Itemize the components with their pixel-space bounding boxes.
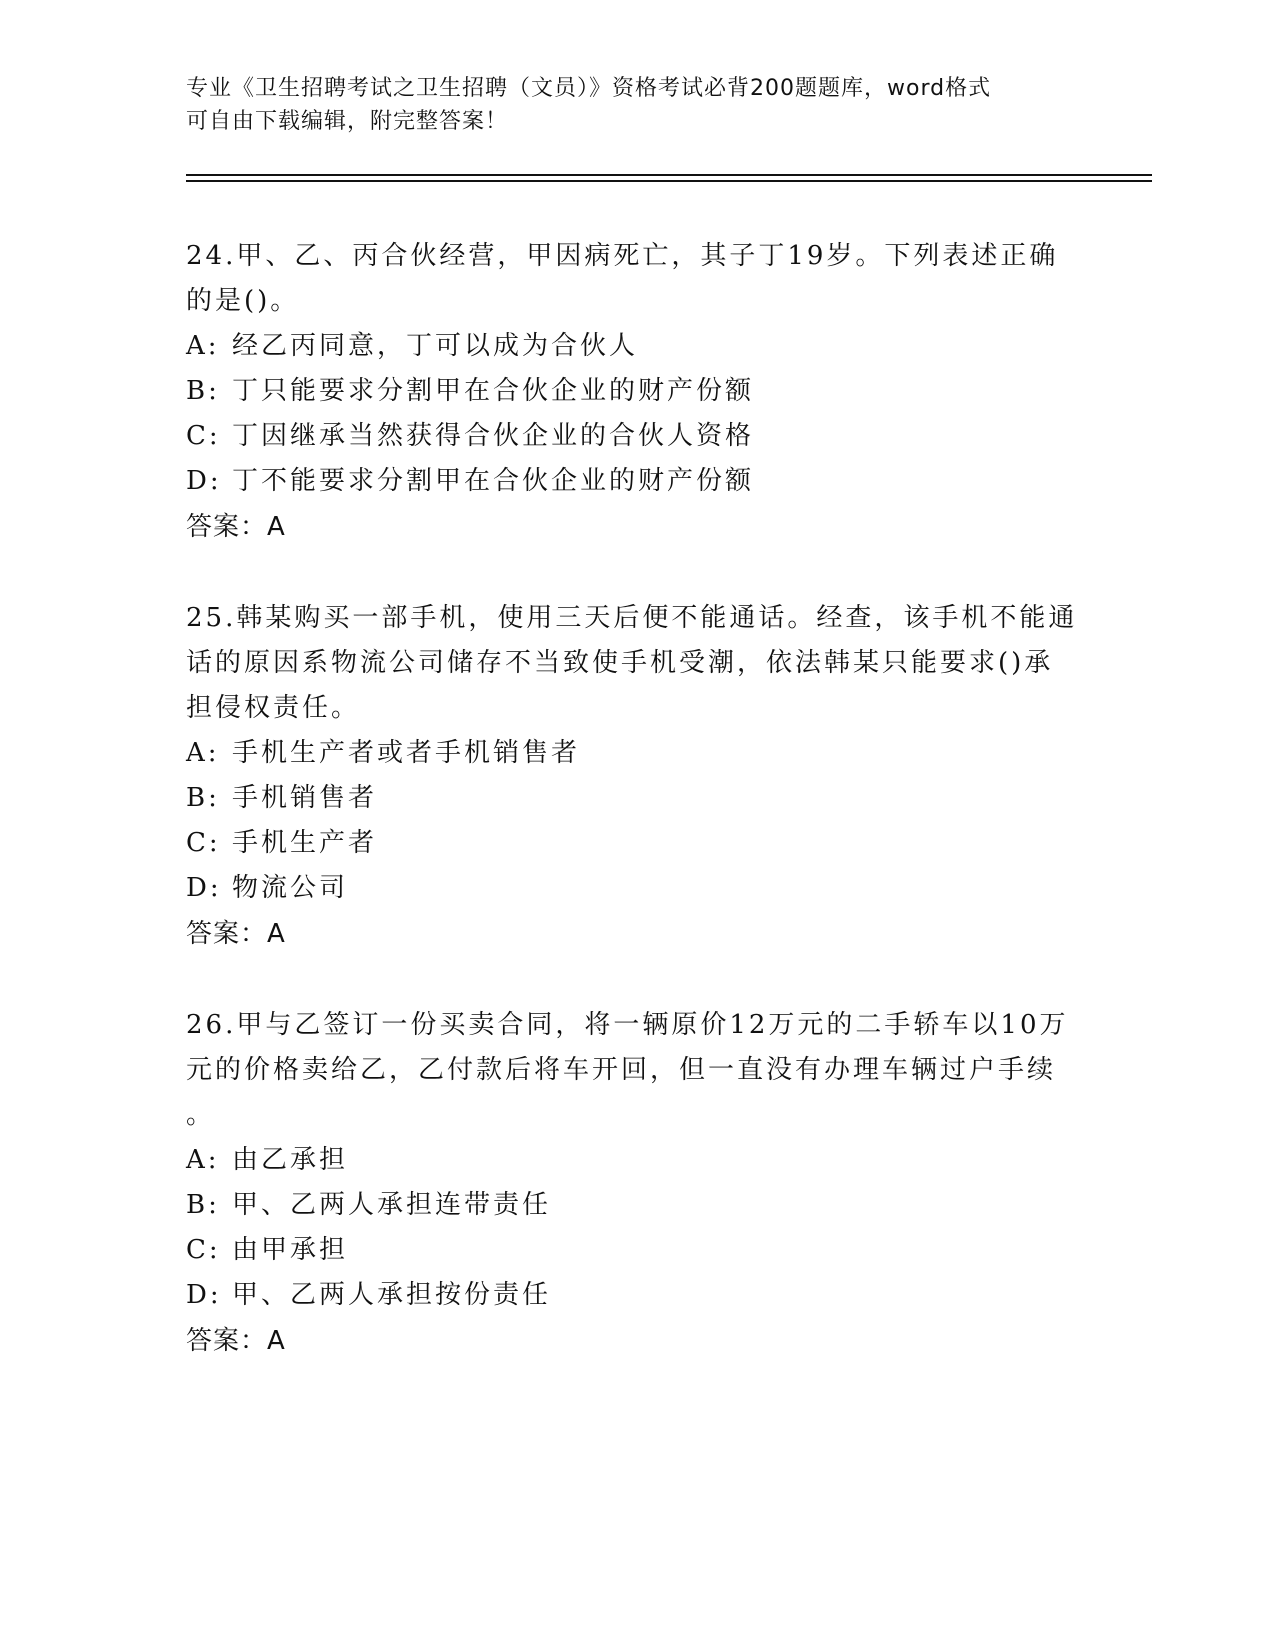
option-text: 由乙承担 <box>232 1145 349 1175</box>
header-divider-top <box>186 174 1152 176</box>
option-key: A: <box>186 331 220 361</box>
answer-line: 答案：A <box>186 919 286 949</box>
option-text: 手机生产者 <box>232 828 378 858</box>
option-key: B: <box>186 376 220 406</box>
question-stem-line: 26.甲与乙签订一份买卖合同，将一辆原价12万元的二手轿车以10万 <box>186 1010 1069 1040</box>
option-key: D: <box>186 466 222 496</box>
option-key: C: <box>186 1235 221 1265</box>
option-key: A: <box>186 738 220 768</box>
question-24 <box>186 234 1086 550</box>
option-a <box>186 1138 1086 1183</box>
option-b <box>186 776 1086 821</box>
option-key: A: <box>186 1145 220 1175</box>
question-26 <box>186 1003 1086 1364</box>
option-text: 由甲承担 <box>232 1235 349 1265</box>
header-line-1: 专业《卫生招聘考试之卫生招聘（文员）》资格考试必背200题题库，word格式 <box>186 76 992 101</box>
option-key: D: <box>186 873 222 903</box>
option-key: C: <box>186 828 221 858</box>
question-stem-line: 。 <box>186 1100 216 1130</box>
question-stem-line: 的是()。 <box>186 286 300 316</box>
question-25 <box>186 596 1086 957</box>
option-text: 甲、乙两人承担按份责任 <box>232 1280 552 1310</box>
option-text: 甲、乙两人承担连带责任 <box>232 1190 552 1220</box>
option-key: B: <box>186 783 220 813</box>
option-text: 经乙丙同意，丁可以成为合伙人 <box>232 331 639 361</box>
option-key: B: <box>186 1190 220 1220</box>
header-divider-bottom <box>186 180 1152 182</box>
option-c <box>186 414 1086 459</box>
option-text: 手机生产者或者手机销售者 <box>232 738 581 768</box>
question-list <box>186 234 1086 1410</box>
question-stem-line: 担侵权责任。 <box>186 693 361 723</box>
option-a <box>186 731 1086 776</box>
option-d <box>186 459 1086 504</box>
question-stem-line: 话的原因系物流公司储存不当致使手机受潮，依法韩某只能要求()承 <box>186 648 1054 678</box>
option-b <box>186 369 1086 414</box>
option-c <box>186 821 1086 866</box>
header-line-2: 可自由下载编辑，附完整答案！ <box>186 109 509 134</box>
option-text: 手机销售者 <box>232 783 378 813</box>
question-stem-line: 24.甲、乙、丙合伙经营，甲因病死亡，其子丁19岁。下列表述正确 <box>186 241 1059 271</box>
answer-line: 答案：A <box>186 1326 286 1356</box>
document-header <box>186 72 1066 138</box>
option-c <box>186 1228 1086 1273</box>
option-text: 丁不能要求分割甲在合伙企业的财产份额 <box>232 466 755 496</box>
option-key: D: <box>186 1280 222 1310</box>
answer-line: 答案：A <box>186 512 286 542</box>
question-stem-line: 元的价格卖给乙，乙付款后将车开回，但一直没有办理车辆过户手续 <box>186 1055 1057 1085</box>
option-text: 物流公司 <box>232 873 349 903</box>
question-stem-line: 25.韩某购买一部手机，使用三天后便不能通话。经查，该手机不能通 <box>186 603 1078 633</box>
option-key: C: <box>186 421 221 451</box>
option-a <box>186 324 1086 369</box>
option-b <box>186 1183 1086 1228</box>
option-text: 丁只能要求分割甲在合伙企业的财产份额 <box>232 376 755 406</box>
option-d <box>186 866 1086 911</box>
option-text: 丁因继承当然获得合伙企业的合伙人资格 <box>232 421 755 451</box>
option-d <box>186 1273 1086 1318</box>
